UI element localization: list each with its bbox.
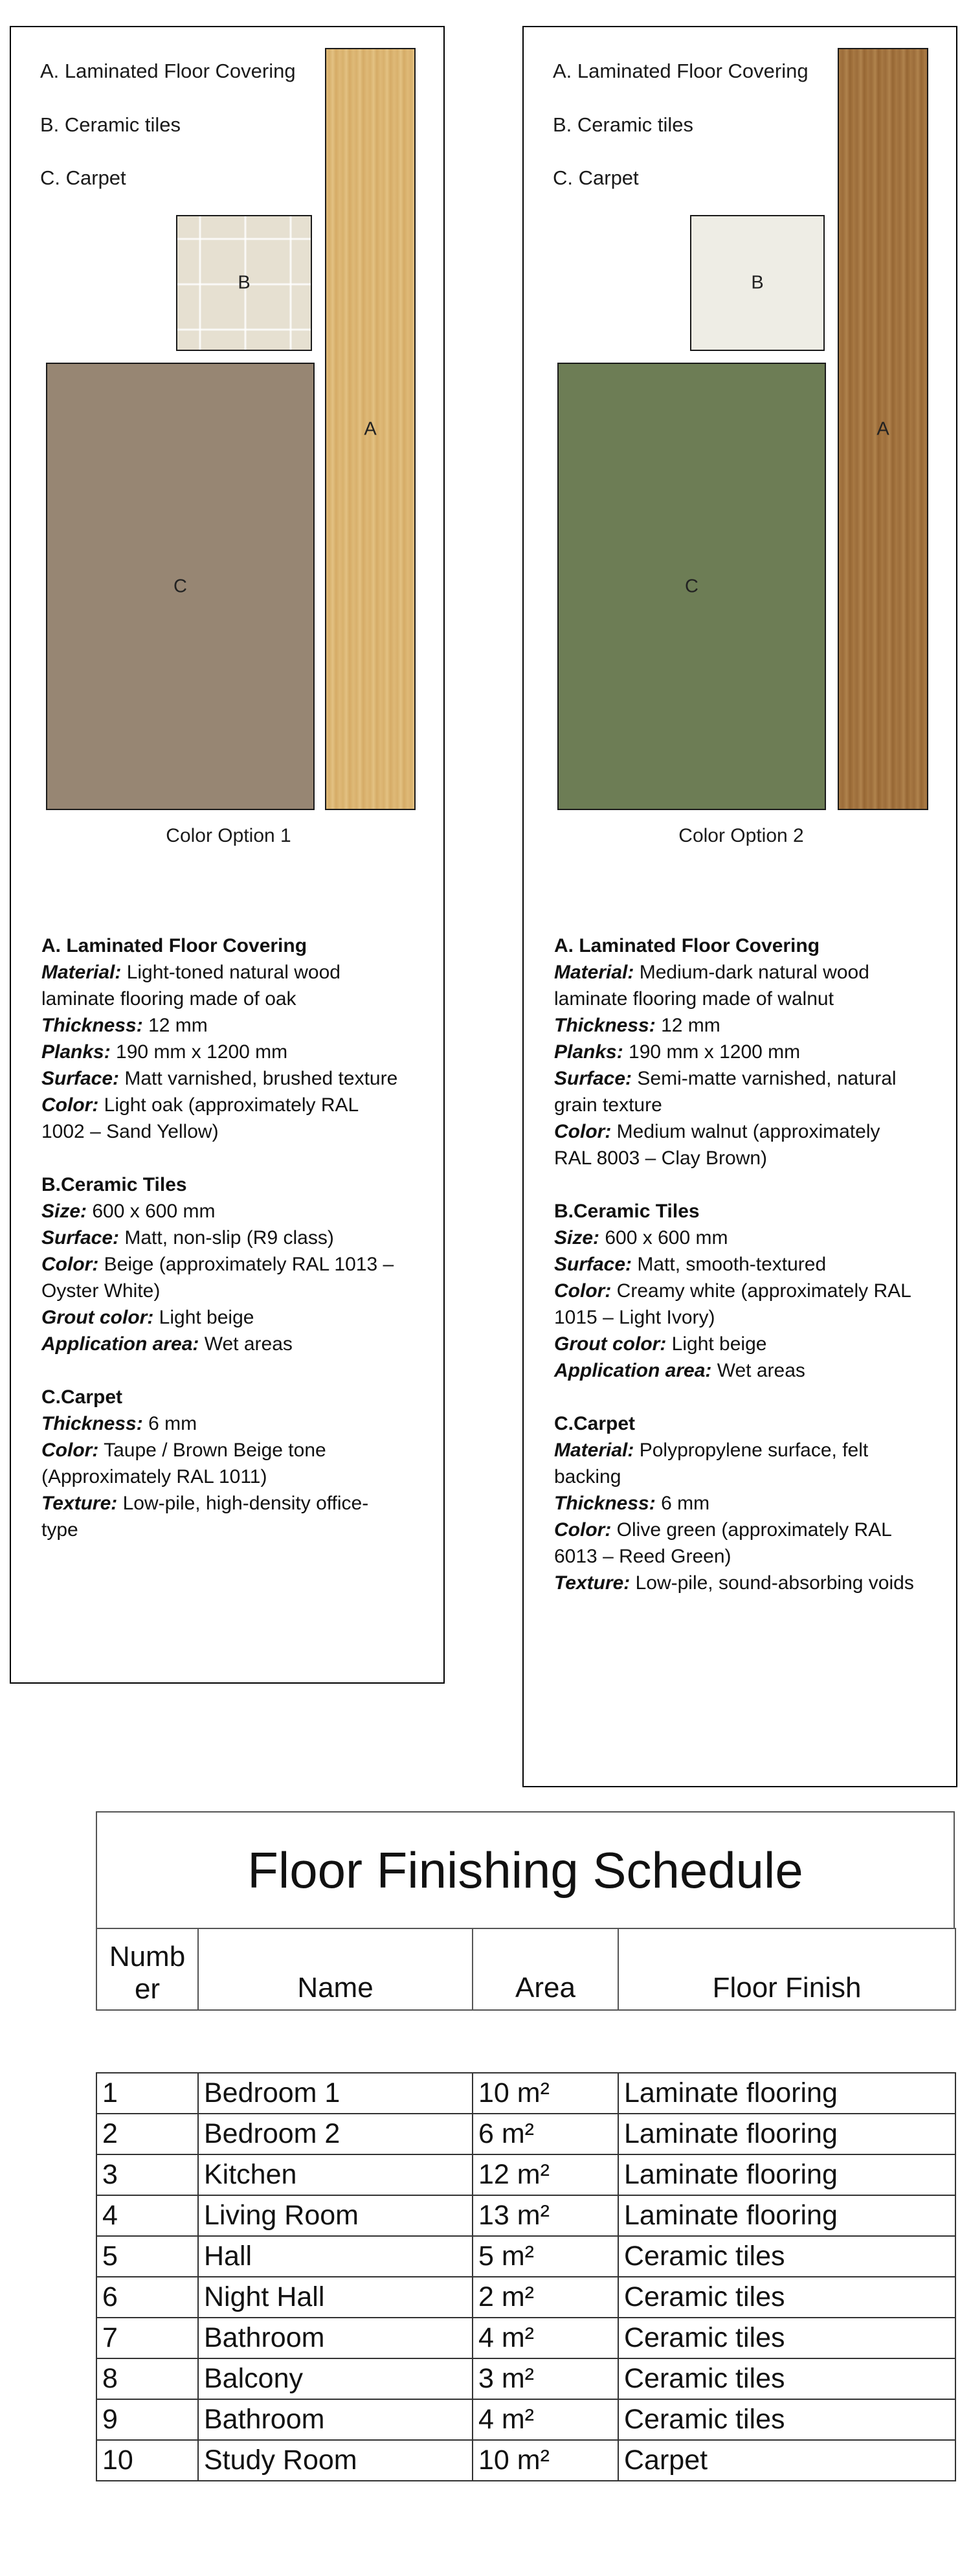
tiles-color: Color: Creamy white (approximately RAL 1015 – Light Ivory) (554, 1280, 911, 1328)
table-row (96, 2440, 955, 2481)
carpet-color: Color: Olive green (approximately RAL 6013 – Reed Green) (554, 1519, 891, 1567)
cell-floor-finish: Ceramic tiles (618, 2277, 955, 2318)
laminate-swatch (838, 48, 928, 810)
carpet-color: Color: Taupe / Brown Beige tone (Approximately RAL 1011) (41, 1440, 326, 1487)
tiles-size: Size: 600 x 600 mm (554, 1227, 728, 1248)
cell-room-name: Kitchen (198, 2154, 473, 2195)
table-row (96, 2277, 955, 2318)
header-area: Area (473, 1928, 618, 2010)
schedule-title: Floor Finishing Schedule (247, 1841, 803, 1899)
cell-room-name: Balcony (198, 2358, 473, 2399)
tiles-surface: Surface: Matt, smooth-textured (554, 1254, 827, 1275)
header-number: Numb er (96, 1928, 198, 2010)
tiles-grout: Grout color: Light beige (41, 1307, 254, 1328)
legend-laminate: A. Laminated Floor Covering (40, 60, 296, 82)
cell-number: 1 (96, 2073, 198, 2114)
laminate-thickness: Thickness: 12 mm (554, 1015, 720, 1036)
legend-ceramic-tiles: B. Ceramic tiles (553, 113, 694, 136)
cell-area: 6 m² (473, 2114, 618, 2154)
table-row (96, 2073, 955, 2114)
cell-area: 4 m² (473, 2399, 618, 2440)
swatch-label-a: A (364, 418, 377, 439)
table-row (96, 2154, 955, 2195)
cell-floor-finish: Ceramic tiles (618, 2318, 955, 2358)
color-option-1-panel (10, 26, 445, 1684)
laminate-swatch (325, 48, 416, 810)
cell-area: 5 m² (473, 2236, 618, 2277)
cell-number: 10 (96, 2440, 198, 2481)
legend-ceramic-tiles: B. Ceramic tiles (40, 113, 181, 136)
table-row (96, 2195, 955, 2236)
carpet-swatch (557, 363, 826, 810)
option-caption: Color Option 1 (166, 825, 291, 846)
schedule-header-table (96, 1928, 956, 2011)
swatch-label-b: B (751, 272, 764, 293)
carpet-heading: C.Carpet (554, 1413, 636, 1434)
cell-area: 10 m² (473, 2073, 618, 2114)
header-floor-finish: Floor Finish (618, 1928, 955, 2010)
cell-room-name: Hall (198, 2236, 473, 2277)
carpet-swatch (46, 363, 315, 810)
cell-room-name: Bathroom (198, 2318, 473, 2358)
legend-laminate: A. Laminated Floor Covering (553, 60, 809, 82)
table-row (96, 2114, 955, 2154)
cell-room-name: Bedroom 2 (198, 2114, 473, 2154)
ceramic-tile-swatch (176, 215, 312, 351)
cell-number: 5 (96, 2236, 198, 2277)
legend-carpet: C. Carpet (553, 166, 639, 189)
tiles-application-area: Application area: Wet areas (41, 1333, 293, 1355)
cell-number: 9 (96, 2399, 198, 2440)
cell-area: 4 m² (473, 2318, 618, 2358)
cell-room-name: Bedroom 1 (198, 2073, 473, 2114)
swatch-label-c: C (685, 576, 698, 596)
tiles-surface: Surface: Matt, non-slip (R9 class) (41, 1227, 334, 1248)
cell-number: 2 (96, 2114, 198, 2154)
option-caption: Color Option 2 (678, 825, 804, 846)
tiles-application-area: Application area: Wet areas (554, 1360, 805, 1381)
cell-room-name: Bathroom (198, 2399, 473, 2440)
table-row (96, 2318, 955, 2358)
schedule-title-box (96, 1811, 955, 1929)
carpet-material: Material: Polypropylene surface, felt backing (554, 1440, 869, 1487)
color-option-2-panel (522, 26, 957, 1787)
swatch-label-b: B (238, 272, 251, 293)
legend-carpet: C. Carpet (40, 166, 126, 189)
laminate-heading: A. Laminated Floor Covering (41, 935, 307, 956)
tiles-grout: Grout color: Light beige (554, 1333, 767, 1355)
header-name: Name (198, 1928, 473, 2010)
laminate-color: Color: Medium walnut (approximately RAL 8003 – Clay Brown) (554, 1121, 880, 1169)
cell-floor-finish: Ceramic tiles (618, 2399, 955, 2440)
table-row (96, 2358, 955, 2399)
tiles-size: Size: 600 x 600 mm (41, 1201, 216, 1222)
cell-number: 3 (96, 2154, 198, 2195)
cell-number: 4 (96, 2195, 198, 2236)
swatch-label-c: C (173, 576, 187, 596)
swatch-label-a: A (876, 418, 889, 439)
cell-room-name: Study Room (198, 2440, 473, 2481)
ceramic-tile-swatch (690, 215, 825, 351)
tiles-heading: B.Ceramic Tiles (41, 1174, 187, 1195)
cell-area: 12 m² (473, 2154, 618, 2195)
option-2-specifications (554, 932, 917, 1596)
cell-floor-finish: Laminate flooring (618, 2114, 955, 2154)
laminate-material: Material: Medium-dark natural wood laminate flooring made of walnut (554, 962, 869, 1010)
carpet-thickness: Thickness: 6 mm (554, 1493, 710, 1514)
tiles-color: Color: Beige (approximately RAL 1013 – Oyster White) (41, 1254, 394, 1302)
cell-floor-finish: Laminate flooring (618, 2154, 955, 2195)
cell-floor-finish: Ceramic tiles (618, 2358, 955, 2399)
option-1-specifications (41, 932, 404, 1543)
cell-room-name: Night Hall (198, 2277, 473, 2318)
carpet-thickness: Thickness: 6 mm (41, 1413, 197, 1434)
cell-floor-finish: Ceramic tiles (618, 2236, 955, 2277)
laminate-heading: A. Laminated Floor Covering (554, 935, 820, 956)
schedule-header-row (96, 1928, 955, 2010)
carpet-texture: Texture: Low-pile, high-density office-type (41, 1493, 369, 1541)
cell-number: 8 (96, 2358, 198, 2399)
table-row (96, 2236, 955, 2277)
laminate-planks: Planks: 190 mm x 1200 mm (554, 1041, 801, 1063)
laminate-material: Material: Light-toned natural wood laminate flooring made of oak (41, 962, 340, 1010)
carpet-heading: C.Carpet (41, 1386, 123, 1408)
cell-number: 7 (96, 2318, 198, 2358)
cell-room-name: Living Room (198, 2195, 473, 2236)
cell-floor-finish: Laminate flooring (618, 2073, 955, 2114)
cell-area: 2 m² (473, 2277, 618, 2318)
laminate-planks: Planks: 190 mm x 1200 mm (41, 1041, 288, 1063)
cell-area: 3 m² (473, 2358, 618, 2399)
laminate-surface: Surface: Semi-matte varnished, natural grain texture (554, 1068, 897, 1116)
cell-floor-finish: Laminate flooring (618, 2195, 955, 2236)
cell-area: 10 m² (473, 2440, 618, 2481)
table-row (96, 2399, 955, 2440)
laminate-surface: Surface: Matt varnished, brushed texture (41, 1068, 398, 1089)
cell-area: 13 m² (473, 2195, 618, 2236)
carpet-texture: Texture: Low-pile, sound-absorbing voids (554, 1572, 914, 1594)
cell-number: 6 (96, 2277, 198, 2318)
tiles-heading: B.Ceramic Tiles (554, 1201, 700, 1222)
cell-floor-finish: Carpet (618, 2440, 955, 2481)
laminate-thickness: Thickness: 12 mm (41, 1015, 208, 1036)
schedule-rows-table (96, 2072, 956, 2481)
laminate-color: Color: Light oak (approximately RAL 1002 – Sand Yellow) (41, 1094, 359, 1142)
